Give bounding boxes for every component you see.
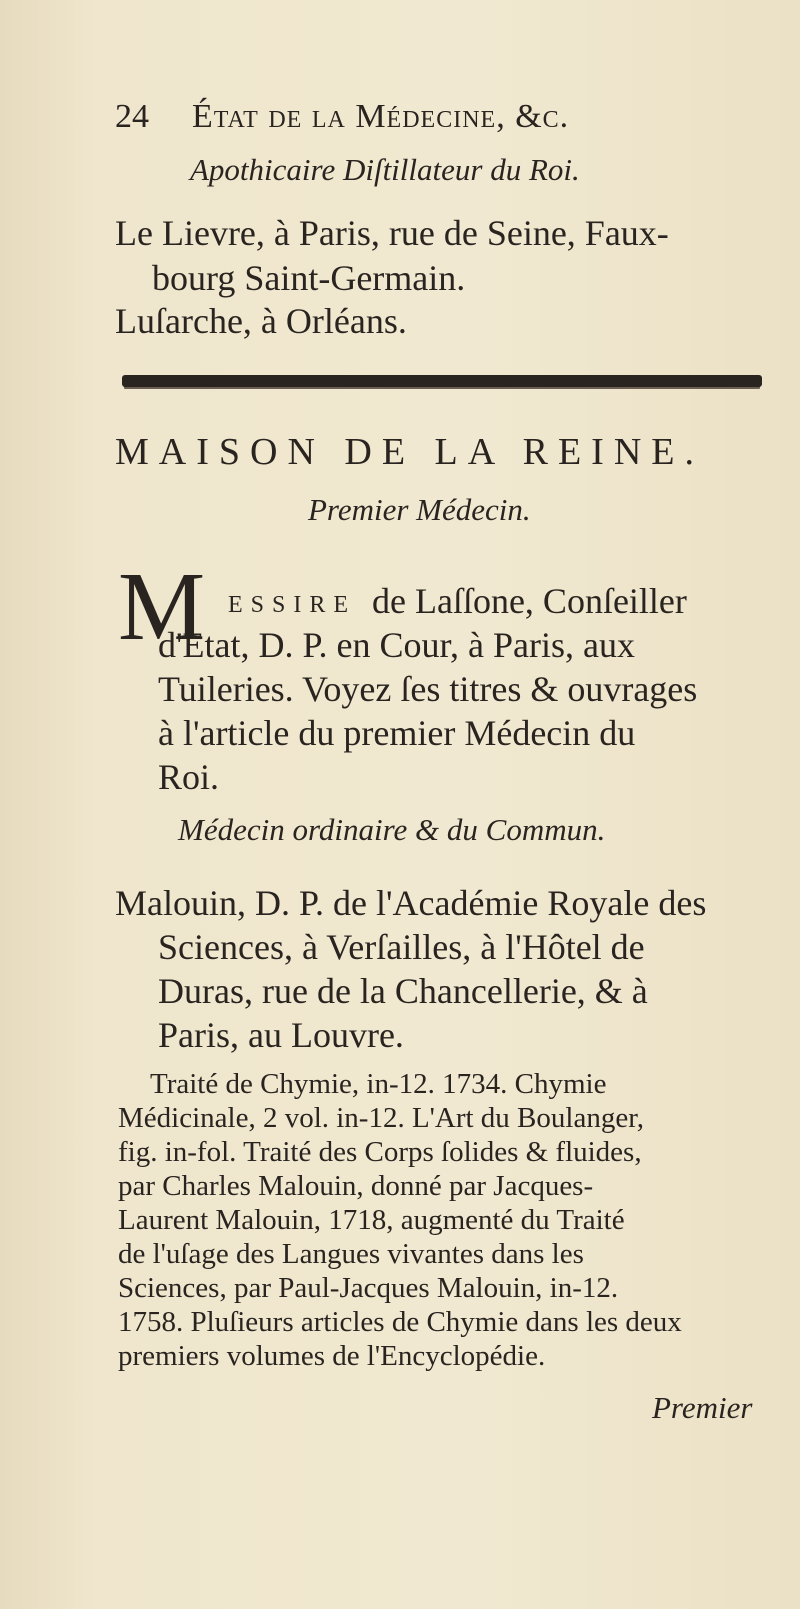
- entry-line: Tuileries. Voyez ſes titres & ouvrages: [158, 669, 698, 709]
- drop-cap: M: [118, 553, 206, 661]
- section-divider: [122, 375, 762, 387]
- note-line: par Charles Malouin, donné par Jacques-: [118, 1170, 594, 1202]
- section-title: MAISON DE LA REINE.: [115, 431, 704, 473]
- note-line: premiers volumes de l'Encyclopédie.: [118, 1340, 546, 1372]
- note-line: Traité de Chymie, in-12. 1734. Chymie: [150, 1068, 607, 1100]
- entry-line: Sciences, à Verſailles, à l'Hôtel de: [158, 927, 645, 967]
- entry-line: bourg Saint-Germain.: [152, 258, 466, 298]
- note-line: Sciences, par Paul-Jacques Malouin, in-12.: [118, 1272, 619, 1304]
- note-line: Laurent Malouin, 1718, augmenté du Traité: [118, 1204, 625, 1236]
- entry-line: Luſarche, à Orléans.: [115, 301, 407, 341]
- first-word-rest: ESSIRE: [228, 592, 357, 618]
- section-heading-apothicaire: Apothicaire Diſtillateur du Roi.: [190, 152, 580, 187]
- running-title: État de la Médecine, &c.: [192, 98, 570, 135]
- entry-line: Le Lievre, à Paris, rue de Seine, Faux-: [115, 213, 669, 253]
- entry-line: de Laſſone, Conſeiller: [372, 581, 687, 621]
- note-line: Médicinale, 2 vol. in-12. L'Art du Boulanger,: [118, 1102, 644, 1134]
- subheading-premier-medecin: Premier Médecin.: [308, 492, 531, 527]
- entry-line: d'Etat, D. P. en Cour, à Paris, aux: [158, 625, 635, 665]
- entry-line: à l'article du premier Médecin du: [158, 713, 636, 753]
- subheading-medecin-ordinaire: Médecin ordinaire & du Commun.: [178, 812, 606, 847]
- page-number: 24: [115, 98, 149, 135]
- entry-line: Duras, rue de la Chancellerie, & à: [158, 971, 648, 1011]
- entry-line: Paris, au Louvre.: [158, 1015, 404, 1055]
- entry-line: Malouin, D. P. de l'Académie Royale des: [115, 883, 707, 923]
- note-line: fig. in-fol. Traité des Corps ſolides & fluides,: [118, 1136, 642, 1168]
- entry-line: Roi.: [158, 757, 220, 797]
- note-line: 1758. Pluſieurs articles de Chymie dans les deux: [118, 1306, 682, 1338]
- catchword: Premier: [652, 1390, 753, 1425]
- note-line: de l'uſage des Langues vivantes dans les: [118, 1238, 584, 1270]
